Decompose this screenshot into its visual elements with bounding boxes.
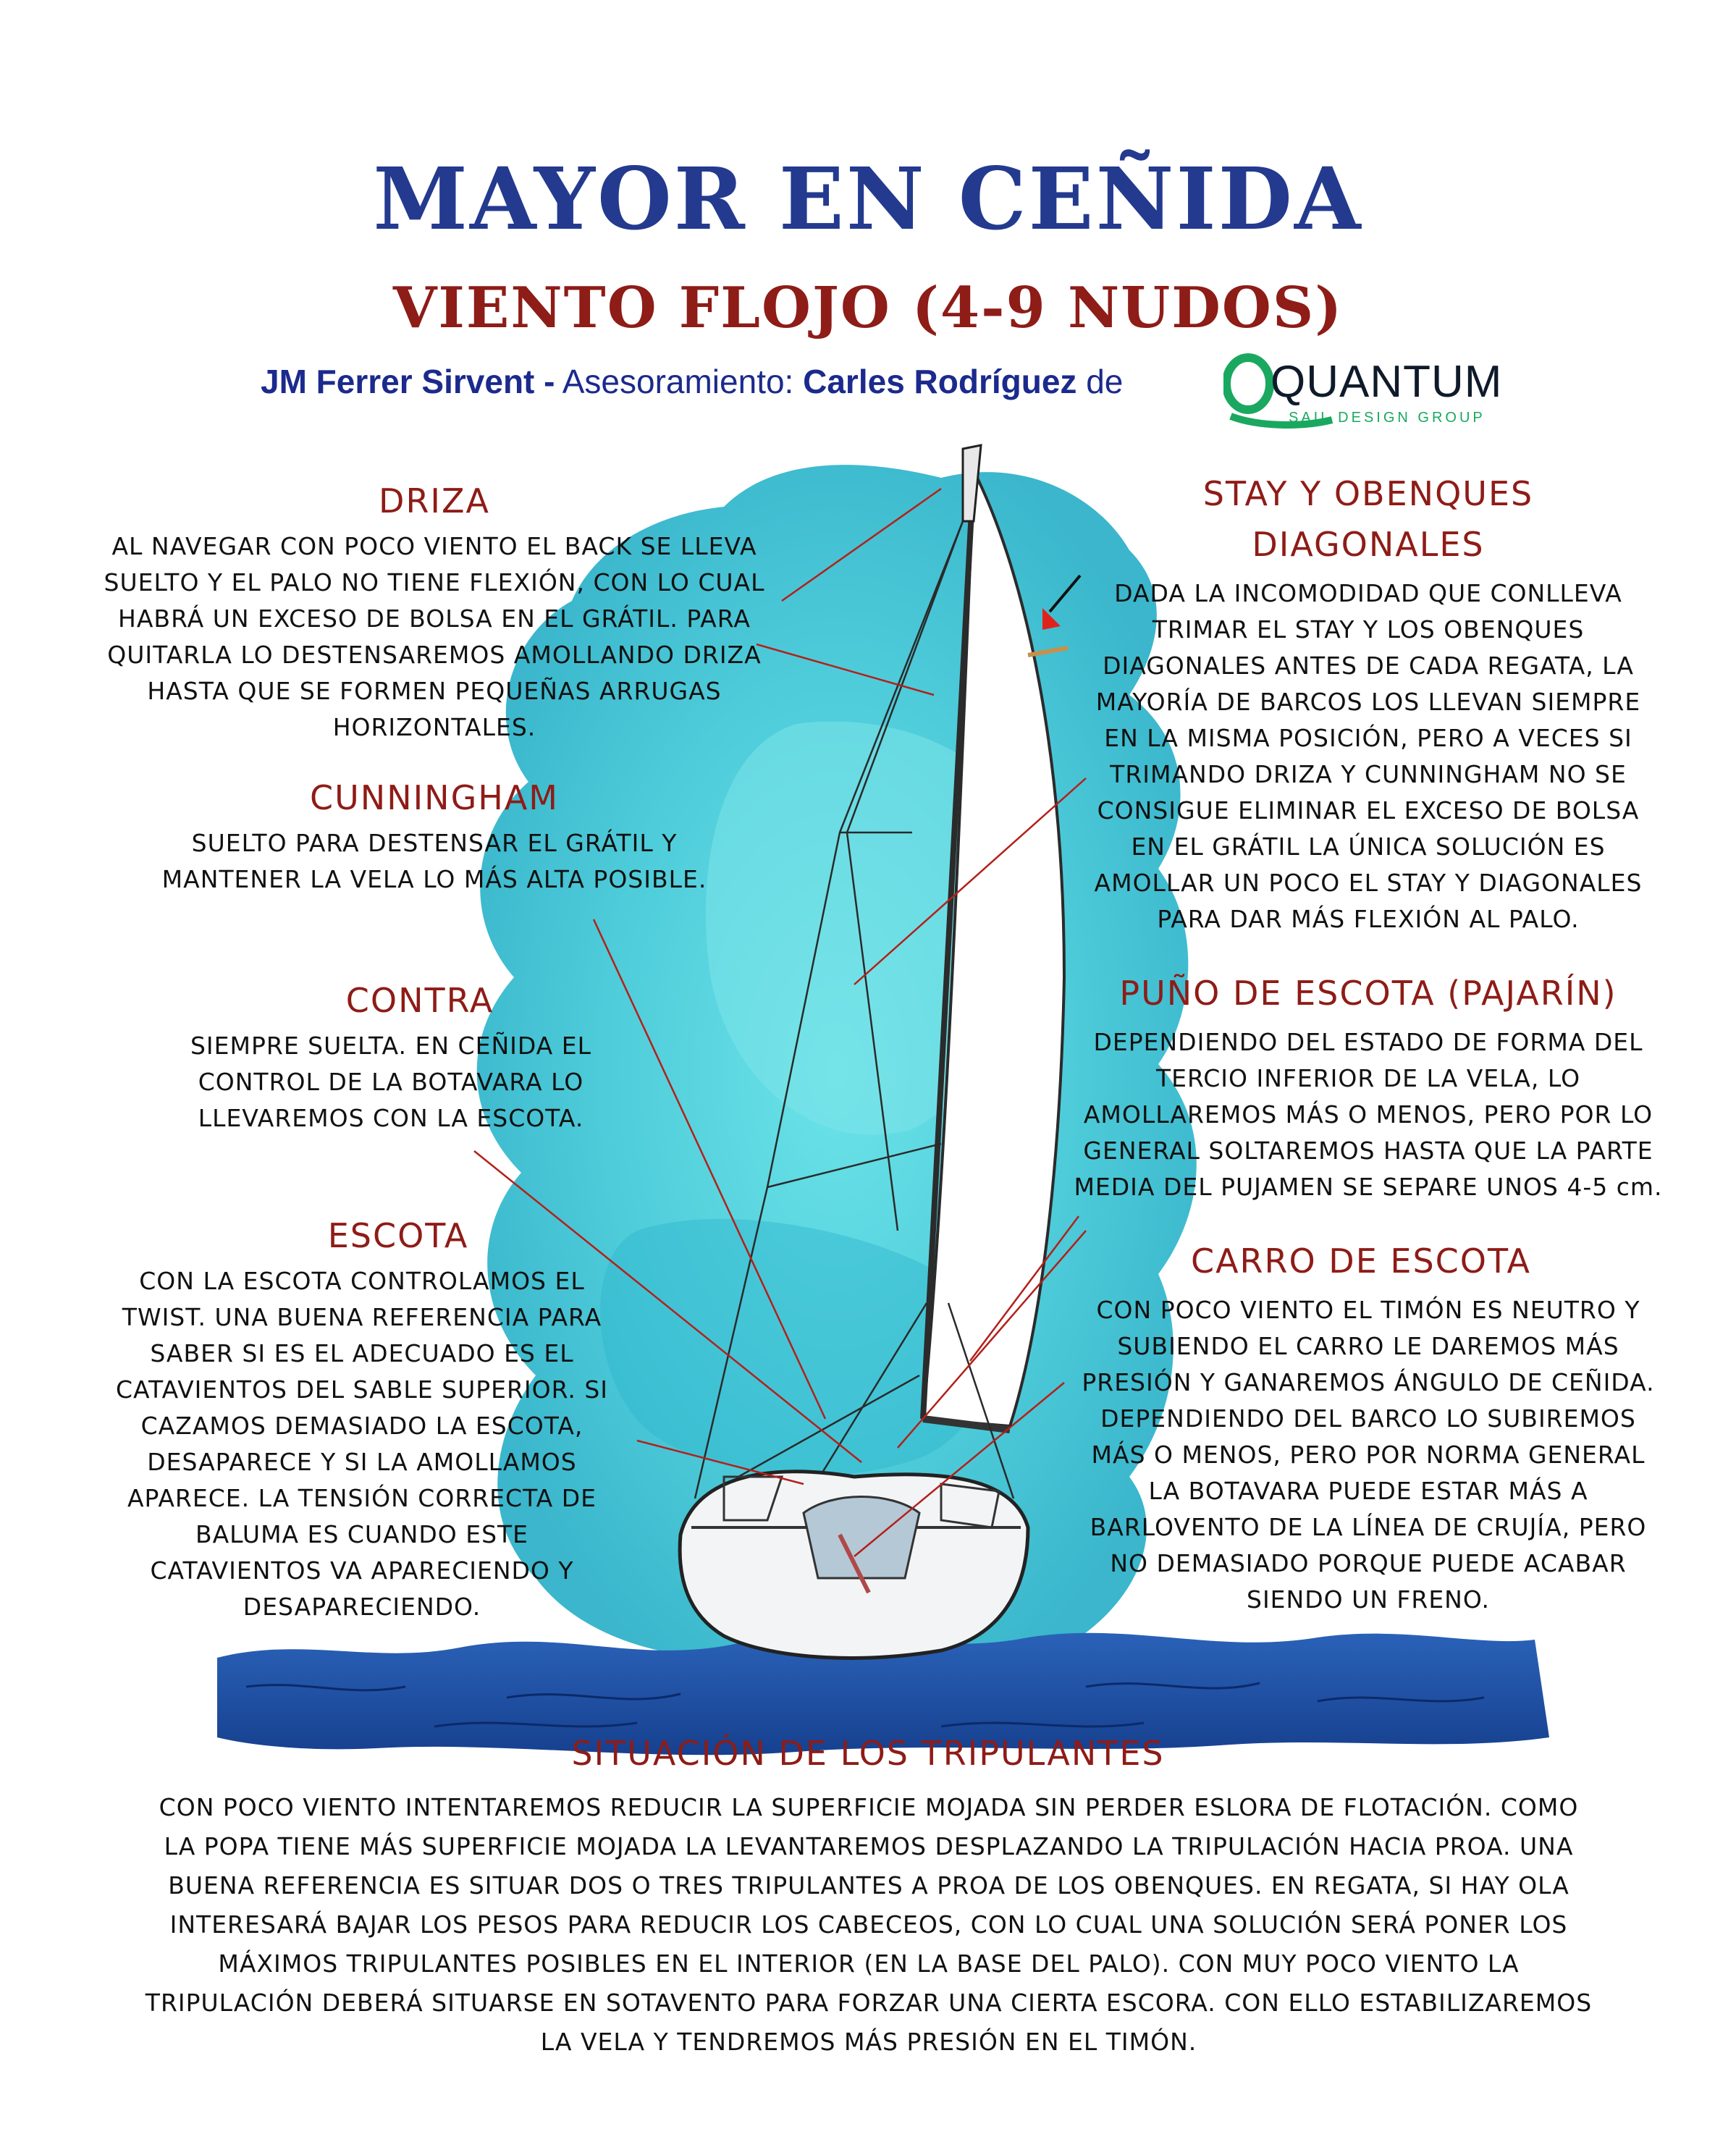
puno-body: DEPENDIENDO DEL ESTADO DE FORMA DEL TERCIO INFERIOR DE LA VELA, LO AMOLLAREMOS MÁS O MENOS, PERO POR LO GENERAL SOLTAREMOS HASTA QUE LA PARTE MEDIA DEL PUJAMEN SE SEPARE UNOS 4-5 cm. xyxy=(1074,1028,1663,1201)
carro-title: CARRO DE ESCOTA xyxy=(1190,1241,1532,1281)
advisor-name: Carles Rodríguez xyxy=(803,363,1077,400)
carro-body: CON POCO VIENTO EL TIMÓN ES NEUTRO Y SUBIENDO EL CARRO LE DAREMOS MÁS PRESIÓN Y GANAREMOS ÁNGULO DE CEÑIDA. DEPENDIENDO DEL BARCO LO SUBIREMOS MÁS O MENOS, PERO POR NORMA GENERAL LA BOTAVARA PUEDE ESTAR MÁS A BARLOVENTO DE LA LÍNEA DE CRUJÍA, PERO NO DEMASIADO PORQUE PUEDE ACABAR SIENDO UN FRENO. xyxy=(1082,1296,1655,1614)
escota-body: CON LA ESCOTA CONTROLAMOS EL TWIST. UNA BUENA REFERENCIA PARA SABER SI ES EL ADECUADO ES EL CATAVIENTOS DEL SABLE SUPERIOR. SI CAZAMOS DEMASIADO LA ESCOTA, DESAPARECE Y SI LA AMOLLAMOS APARECE. LA TENSIÓN CORRECTA DE BALUMA ES CUANDO ESTE CATAVIENTOS VA APARECIENDO Y DESAPARECIENDO. xyxy=(115,1267,609,1621)
hull xyxy=(680,1472,1028,1658)
driza-title: DRIZA xyxy=(379,481,490,520)
credits-line xyxy=(261,362,1123,401)
stay-title-line1: STAY Y OBENQUES xyxy=(1202,474,1534,513)
driza-body: AL NAVEGAR CON POCO VIENTO EL BACK SE LLEVA SUELTO Y EL PALO NO TIENE FLEXIÓN, CON LO CUAL HABRÁ UN EXCESO DE BOLSA EN EL GRÁTIL. PARA QUITARLA LO DESTENSAREMOS AMOLLANDO DRIZA HASTA QUE SE FORMEN PEQUEÑAS ARRUGAS HORIZONTALES. xyxy=(104,532,765,741)
contra-title: CONTRA xyxy=(345,981,494,1020)
contra-body: SIEMPRE SUELTA. EN CEÑIDA EL CONTROL DE LA BOTAVARA LO LLEVAREMOS CON LA ESCOTA. xyxy=(190,1032,591,1132)
connector-text: de xyxy=(1086,363,1124,400)
page-title: MAYOR EN CEÑIDA xyxy=(373,148,1363,249)
tripulantes-title: SITUACIÓN DE LOS TRIPULANTES xyxy=(571,1734,1165,1773)
page-subtitle: VIENTO FLOJO (4-9 NUDOS) xyxy=(392,275,1344,341)
puno-title: PUÑO DE ESCOTA (PAJARÍN) xyxy=(1119,974,1617,1013)
brand-tagline: SAIL DESIGN GROUP xyxy=(1289,410,1486,426)
author-name: JM Ferrer Sirvent - xyxy=(261,363,555,400)
brand-name: QUANTUM xyxy=(1271,357,1503,407)
cunningham-title: CUNNINGHAM xyxy=(310,778,559,817)
cunningham-body: SUELTO PARA DESTENSAR EL GRÁTIL Y MANTENER LA VELA LO MÁS ALTA POSIBLE. xyxy=(161,829,707,893)
stay-title-line2: DIAGONALES xyxy=(1252,525,1485,564)
tripulantes-body: CON POCO VIENTO INTENTAREMOS REDUCIR LA SUPERFICIE MOJADA SIN PERDER ESLORA DE FLOTACIÓN. COMO LA POPA TIENE MÁS SUPERFICIE MOJADA LA LEVANTAREMOS DESPLAZANDO LA TRIPULACIÓN HACIA PROA. UNA BUENA REFERENCIA ES SITUAR DOS O TRES TRIPULANTES A PROA DE LOS OBENQUES. EN REGATA, SI HAY OLA INTERESARÁ BAJAR LOS PESOS PARA REDUCIR LOS CABECEOS, CON LO CUAL UNA SOLUCIÓN SERÁ PONER LOS MÁXIMOS TRIPULANTES POSIBLES EN EL INTERIOR (EN LA BASE DEL PALO). CON MUY POCO VIENTO LA TRIPULACIÓN DEBERÁ SITUARSE EN SOTAVENTO PARA FORZAR UNA CIERTA ESCORA. CON ELLO ESTABILIZAREMOS LA VELA Y TENDREMOS MÁS PRESIÓN EN EL TIMÓN. xyxy=(145,1793,1593,2056)
escota-title: ESCOTA xyxy=(327,1216,469,1255)
advice-label: Asesoramiento: xyxy=(562,363,794,400)
stay-body: DADA LA INCOMODIDAD QUE CONLLEVA TRIMAR EL STAY Y LOS OBENQUES DIAGONALES ANTES DE CADA REGATA, LA MAYORÍA DE BARCOS LOS LLEVAN SIEMPRE EN LA MISMA POSICIÓN, PERO A VECES SI TRIMANDO DRIZA Y CUNNINGHAM NO SE CONSIGUE ELIMINAR EL EXCESO DE BOLSA EN EL GRÁTIL LA ÚNICA SOLUCIÓN ES AMOLLAR UN POCO EL STAY Y DIAGONALES PARA DAR MÁS FLEXIÓN AL PALO. xyxy=(1094,579,1643,933)
